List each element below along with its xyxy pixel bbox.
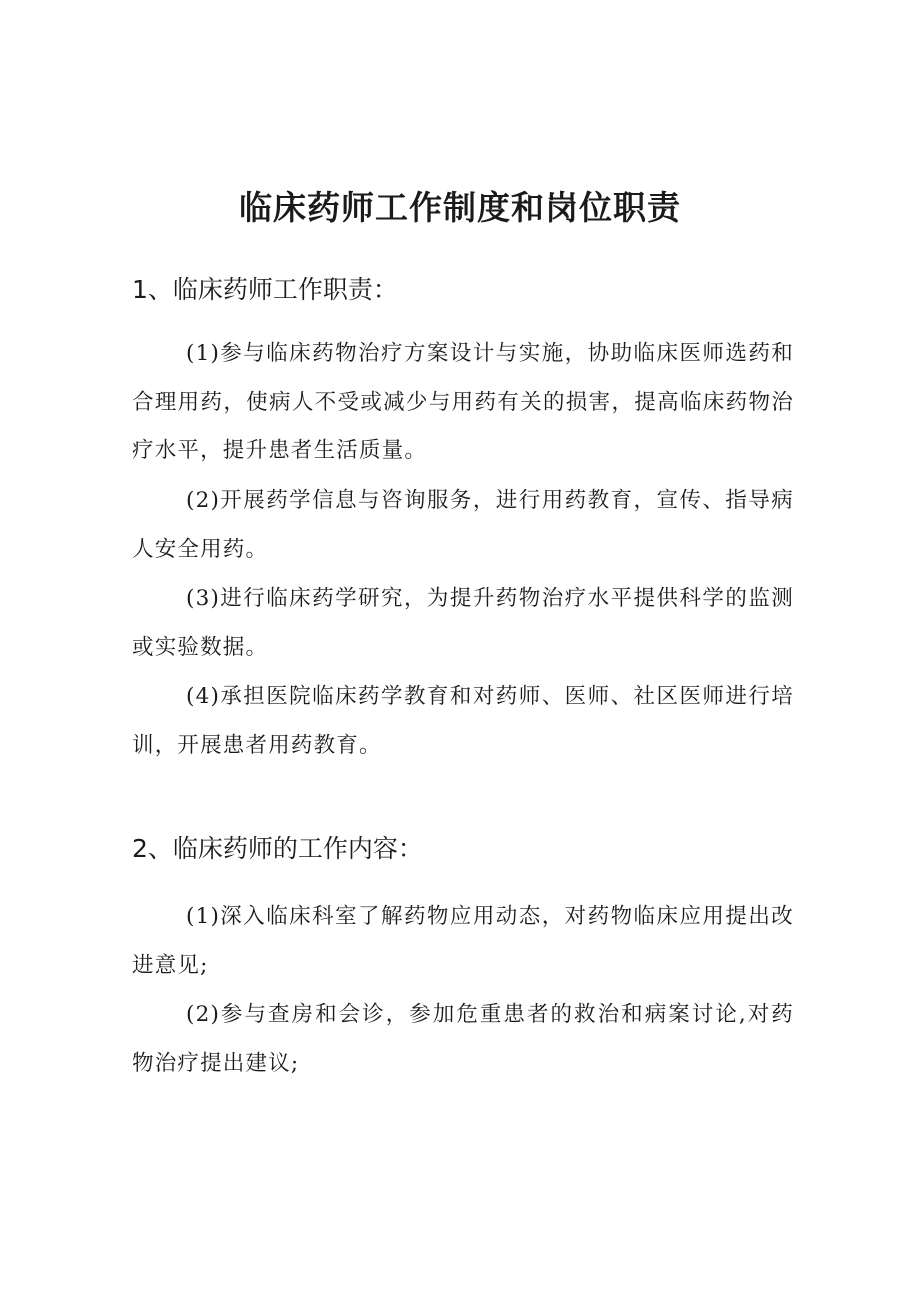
work-content-paragraph-1: (1)深入临床科室了解药物应用动态，对药物临床应用提出改进意见; <box>132 904 794 978</box>
duty-paragraph-1: (1)参与临床药物治疗方案设计与实施，协助临床医师选药和合理用药，使病人不受或减少与用药有关的损害，提高临床药物治疗水平，提升患者生活质量。 <box>132 341 794 463</box>
section-heading-duties: 1、临床药师工作职责： <box>132 275 398 304</box>
section-heading-work-content: 2、临床药师的工作内容： <box>132 834 423 863</box>
work-content-paragraph-2: (2)参与查房和会诊，参加危重患者的救治和病案讨论,对药物治疗提出建议; <box>132 1002 794 1076</box>
duty-paragraph-3: (3)进行临床药学研究，为提升药物治疗水平提供科学的监测或实验数据。 <box>132 586 794 660</box>
duty-paragraph-4: (4)承担医院临床药学教育和对药师、医师、社区医师进行培训，开展患者用药教育。 <box>132 684 794 758</box>
document-title: 临床药师工作制度和岗位职责 <box>239 188 681 228</box>
duty-paragraph-2: (2)开展药学信息与咨询服务，进行用药教育，宣传、指导病人安全用药。 <box>132 488 794 562</box>
